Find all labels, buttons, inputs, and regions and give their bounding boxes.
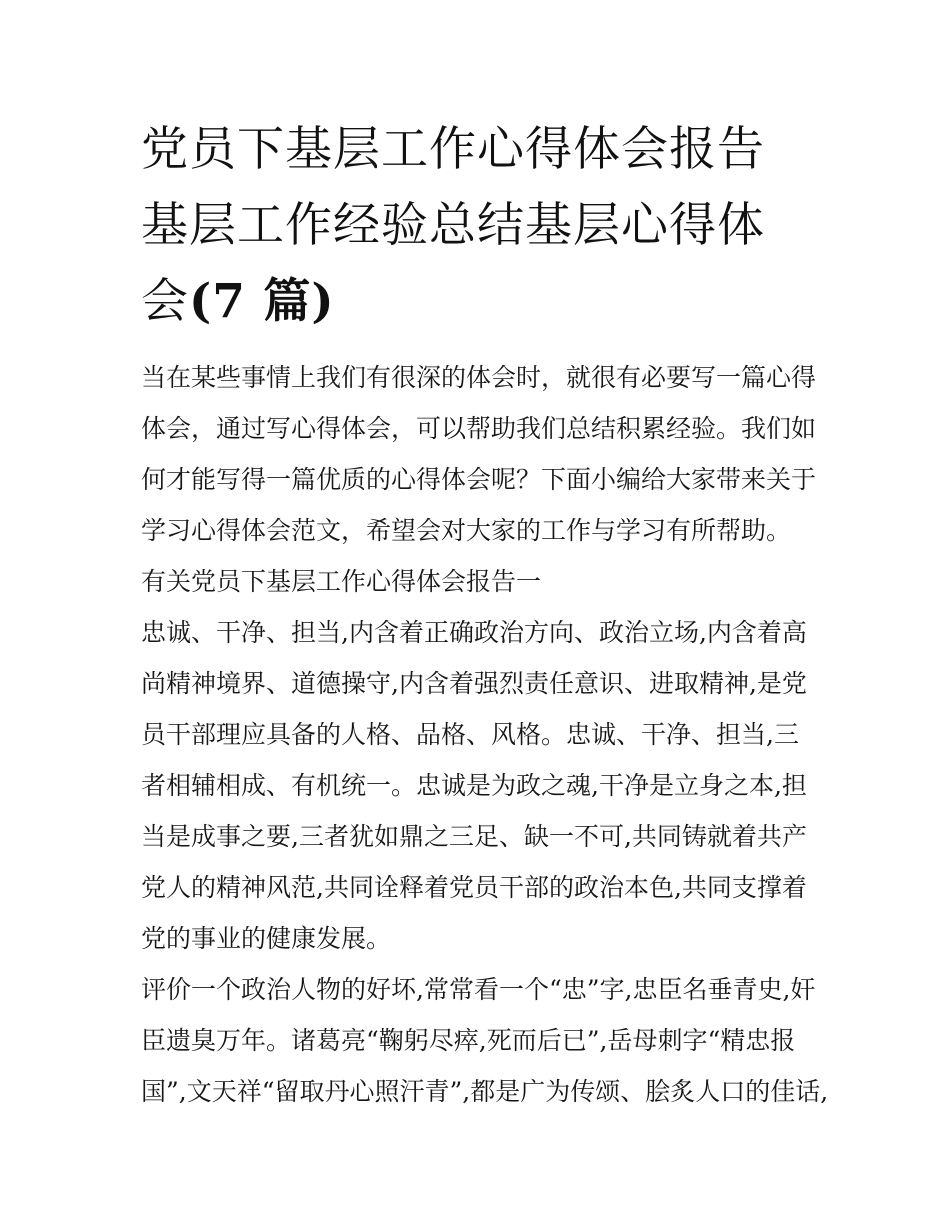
- intro-line: 体会，通过写心得体会，可以帮助我们总结积累经验。我们如: [141, 414, 817, 443]
- paragraph-line: 党人的精神风范,共同诠释着党员干部的政治本色,共同支撑着: [141, 873, 807, 902]
- intro-paragraph: [141, 352, 821, 556]
- title-line: 基层工作经验总结基层心得体: [141, 198, 765, 253]
- paragraph-line: 臣遗臭万年。诸葛亮“鞠躬尽瘁,死而后已”,岳母刺字“精忠报: [141, 1026, 796, 1055]
- paragraph-line: 评价一个政治人物的好坏,常常看一个“忠”字,忠臣名垂青史,奸: [141, 975, 816, 1004]
- body-paragraph-2: [141, 964, 829, 1117]
- title-line: 党员下基层工作心得体会报告: [141, 122, 765, 177]
- document-content: [141, 112, 829, 1117]
- paragraph-line: 当是成事之要,三者犹如鼎之三足、缺一不可,共同铸就着共产: [141, 822, 807, 851]
- title-count-tail: 篇): [245, 274, 335, 329]
- intro-line: 何才能写得一篇优质的心得体会呢？下面小编给大家带来关于: [141, 465, 817, 494]
- paragraph-line: 员干部理应具备的人格、品格、风格。忠诚、干净、担当,三: [141, 720, 799, 749]
- intro-line: 当在某些事情上我们有很深的体会时，就很有必要写一篇心得: [141, 363, 817, 392]
- paragraph-line: 忠诚、干净、担当,内含着正确政治方向、政治立场,内含着高: [141, 618, 807, 647]
- title-count: (7: [189, 274, 246, 329]
- title-line-last: [141, 264, 821, 340]
- paragraph-line: 党的事业的健康发展。: [141, 924, 392, 953]
- paragraph-line: 者相辅相成、有机统一。忠诚是为政之魂,干净是立身之本,担: [141, 771, 807, 800]
- title-line-text: 会: [141, 274, 189, 329]
- section-heading: 有关党员下基层工作心得体会报告一: [141, 567, 542, 596]
- intro-line: 学习心得体会范文，希望会对大家的工作与学习有所帮助。: [141, 516, 792, 545]
- document-title: [141, 112, 821, 340]
- paragraph-line: 国”,文天祥“留取丹心照汗青”,都是广为传颂、脍炙人口的佳话,: [141, 1077, 829, 1106]
- body-paragraph-1: [141, 607, 821, 964]
- paragraph-line: 尚精神境界、道德操守,内含着强烈责任意识、进取精神,是党: [141, 669, 807, 698]
